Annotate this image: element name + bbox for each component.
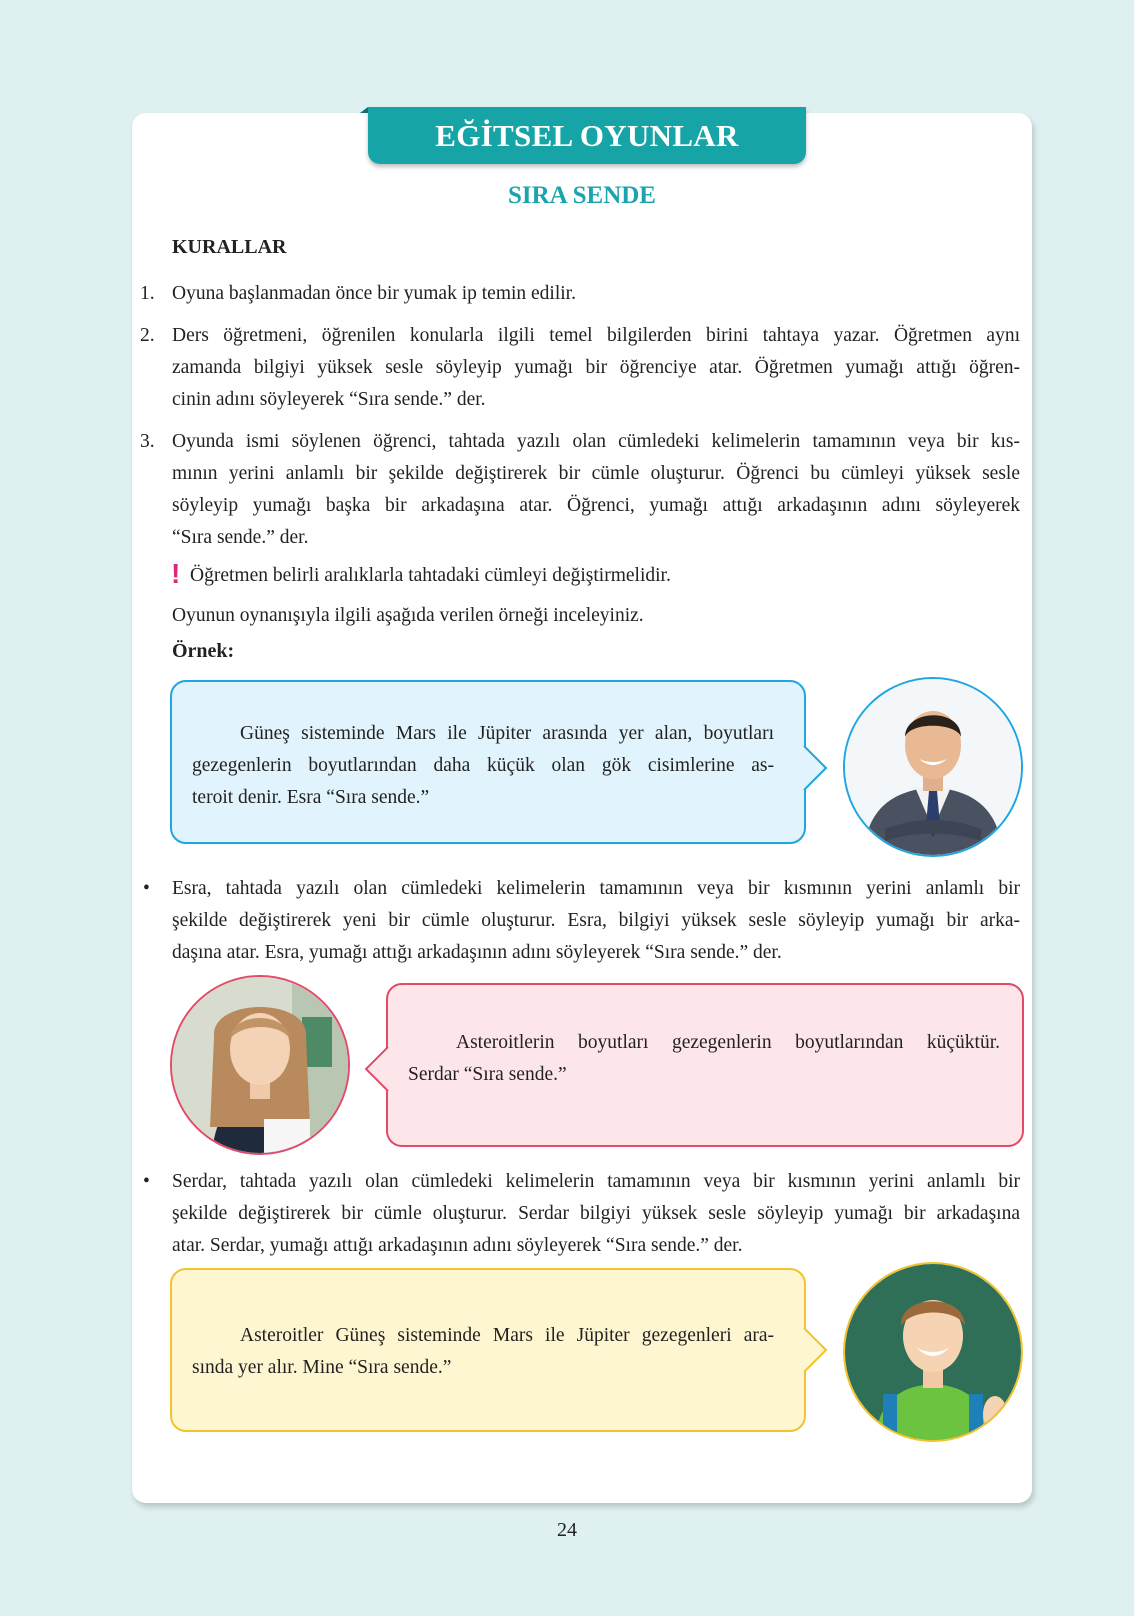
rule-number: 3. [140, 431, 155, 452]
rules-heading: KURALLAR [172, 236, 287, 258]
bullet-icon: • [143, 878, 150, 899]
girl-portrait-image [172, 977, 348, 1153]
bubble-text: Asteroitler Güneş sisteminde Mars ile Jüpiter gezegenleri ara- sında yer alır. Mine “Sıra sende.” [192, 1325, 774, 1378]
warning-text: Öğretmen belirli aralıklarla tahtadaki cümleyi değiştirmelidir. [190, 565, 671, 586]
serdar-speech-bubble [170, 1268, 806, 1432]
intro-text: Oyunun oynanışıyla ilgili aşağıda verilen örneği inceleyiniz. [172, 605, 644, 626]
rule-number: 2. [140, 325, 155, 346]
bubble-tail [804, 1328, 830, 1372]
bubble-tail [804, 746, 830, 790]
bubble-tail [364, 1047, 390, 1091]
page-title-banner: EĞİTSEL OYUNLAR [368, 107, 806, 164]
bubble-text: Asteroitlerin boyutları gezegenlerin boyutlarından küçüktür. Serdar “Sıra sende.” [408, 1032, 1000, 1085]
section-subtitle: SIRA SENDE [508, 182, 656, 209]
rule-number: 1. [140, 283, 155, 304]
bullet-text: Serdar, tahtada yazılı olan cümledeki kelimelerin tamamının veya bir kısmının yerini anlamlı bir şekilde değiştirerek bir cümle oluşturur. Serdar bilgiyi yüksek sesle söyleyip yumağı bir arkadaşına atar. Serdar, yumağı attığı arkadaşının adını söyleyerek “Sıra sende.” der. [172, 1171, 1020, 1256]
example-heading: Örnek: [172, 640, 235, 662]
bullet-icon: • [143, 1171, 150, 1192]
bullet-text: Esra, tahtada yazılı olan cümledeki kelimelerin tamamının veya bir kısmının yerini anlamlı bir şekilde değiştirerek yeni bir cümle oluşturur. Esra, bilgiyi yüksek sesle söyleyip yumağı bir arka- daşına atar. Esra, yumağı attığı arkadaşının adını söyleyerek “Sıra sende.” der. [172, 878, 1020, 963]
boy-avatar [843, 1262, 1023, 1442]
bubble-text: Güneş sisteminde Mars ile Jüpiter arasında yer alan, boyutları gezegenlerin boyutlarından daha küçük olan gök cisimlerine as- teroit denir. Esra “Sıra sende.” [192, 723, 774, 808]
rule-text: Oyuna başlanmadan önce bir yumak ip temin edilir. [172, 283, 576, 304]
teacher-portrait-image [845, 679, 1021, 855]
page-number: 24 [557, 1519, 577, 1541]
exclamation-icon: ! [171, 558, 181, 589]
girl-avatar [170, 975, 350, 1155]
esra-speech-bubble [386, 983, 1024, 1147]
rule-text: Oyunda ismi söylenen öğrenci, tahtada yazılı olan cümledeki kelimelerin tamamının veya bir kıs- mının yerini anlamlı bir şekilde değiştirerek bir cümle oluşturur. Öğrenci bu cümleyi yüksek sesle söyleyip yumağı başka bir arkadaşına atar. Öğrenci, yumağı attığı arkadaşının adını söyleyerek “Sıra sende.” der. [172, 431, 1020, 548]
teacher-avatar [843, 677, 1023, 857]
teacher-speech-bubble [170, 680, 806, 844]
boy-portrait-image [845, 1264, 1021, 1440]
rule-text: Ders öğretmeni, öğrenilen konularla ilgili temel bilgilerden birini tahtaya yazar. Öğretmen aynı zamanda bilgiyi yüksek sesle söyleyip yumağı bir öğrenciye atar. Öğretmen yumağı attığı öğren- cinin adını söyleyerek “Sıra sende.” der. [172, 325, 1020, 410]
